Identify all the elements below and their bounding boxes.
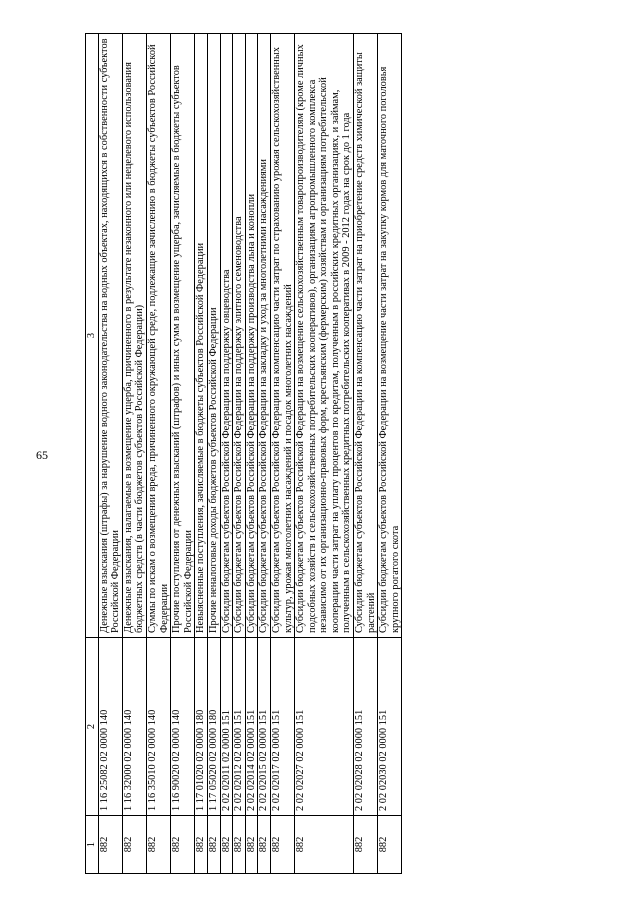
description-cell: Субсидии бюджетам субъектов Российской Федерации на компенсацию части затрат на приобретение средств химической защиты растений: [354, 34, 378, 638]
table-row: [245, 34, 258, 874]
column-header-1: 1: [86, 816, 99, 874]
budget-code-cell: 1 16 90020 02 0000 140: [171, 638, 195, 816]
description-cell: Субсидии бюджетам субъектов Российской Федерации на возмещение сельскохозяйственным товаропроизводителям (кроме личных подсобных хозяйств и сельскохозяйственных потребительских кооперативов), организациям агропромышленного комплекса независимо от их организационно-правовых форм, крестьянским (фермерским) хозяйствам и организациям потребительской кооперации части затрат на уплату процентов по кредитам, полученным в российских кредитных организациях, и займам, полученным в сельскохозяйственных кредитных потребительских кооперативах в 2009 - 2012 годах на срок до 1 года: [295, 34, 354, 638]
budget-code-cell: 2 02 02014 02 0000 151: [245, 638, 258, 816]
table-row: [220, 34, 233, 874]
admin-code-cell: 882: [171, 816, 195, 874]
budget-code-cell: 2 02 02027 02 0000 151: [295, 638, 354, 816]
table-row: [295, 34, 354, 874]
description-cell: Прочие неналоговые доходы бюджетов субъектов Российской Федерации: [207, 34, 220, 638]
description-cell: Прочие поступления от денежных взысканий (штрафов) и иных сумм в возмещение ущерба, зачисляемые в бюджеты субъектов Российской Федерации: [171, 34, 195, 638]
admin-code-cell: 882: [220, 816, 233, 874]
admin-code-cell: 882: [354, 816, 378, 874]
description-cell: Денежные взыскания, налагаемые в возмещение ущерба, причиненного в результате незаконного или нецелевого использования бюджетных средств (в части бюджетов субъектов Российской Федерации): [122, 34, 146, 638]
budget-code-cell: 2 02 02028 02 0000 151: [354, 638, 378, 816]
table-row: [258, 34, 271, 874]
table-row: [146, 34, 170, 874]
table-row: [171, 34, 195, 874]
admin-code-cell: 882: [207, 816, 220, 874]
description-cell: Денежные взыскания (штрафы) за нарушение водного законодательства на водных объектах, находящихся в собственности субъектов Российской Федерации: [98, 34, 122, 638]
admin-code-cell: 882: [233, 816, 246, 874]
budget-code-cell: 2 02 02012 02 0000 151: [233, 638, 246, 816]
admin-code-cell: 882: [122, 816, 146, 874]
table-header-row: [86, 34, 99, 874]
budget-code-cell: 2 02 02030 02 0000 151: [378, 638, 402, 816]
admin-code-cell: 882: [245, 816, 258, 874]
budget-code-cell: 1 16 25082 02 0000 140: [98, 638, 122, 816]
column-header-2: 2: [86, 638, 99, 816]
table-body: [98, 34, 402, 874]
rotated-page-content: [85, 34, 560, 874]
description-cell: Субсидии бюджетам субъектов Российской Федерации на возмещение части затрат на закупку кормов для маточного поголовья крупного рогатого скота: [378, 34, 402, 638]
admin-code-cell: 882: [195, 816, 208, 874]
admin-code-cell: 882: [98, 816, 122, 874]
admin-code-cell: 882: [295, 816, 354, 874]
admin-code-cell: 882: [258, 816, 271, 874]
column-header-3: 3: [86, 34, 99, 638]
description-cell: Субсидии бюджетам субъектов Российской Федерации на поддержку производства льна и конопли: [245, 34, 258, 638]
budget-code-cell: 2 02 02015 02 0000 151: [258, 638, 271, 816]
budget-code-cell: 2 02 02017 02 0000 151: [270, 638, 294, 816]
budget-code-cell: 1 17 01020 02 0000 180: [195, 638, 208, 816]
page-number: 65: [36, 448, 48, 462]
description-cell: Невыясненные поступления, зачисляемые в бюджеты субъектов Российской Федерации: [195, 34, 208, 638]
description-cell: Субсидии бюджетам субъектов Российской Федерации на компенсацию части затрат по страхованию урожая сельскохозяйственных культур, урожая многолетних насаждений и посадок многолетних насаждений: [270, 34, 294, 638]
table-row: [270, 34, 294, 874]
budget-code-cell: 1 16 35010 02 0000 140: [146, 638, 170, 816]
description-cell: Суммы по искам о возмещении вреда, причиненного окружающей среде, подлежащие зачислению в бюджеты субъектов Российской Федерации: [146, 34, 170, 638]
table-row: [122, 34, 146, 874]
admin-code-cell: 882: [378, 816, 402, 874]
table-row: [195, 34, 208, 874]
table-row: [354, 34, 378, 874]
description-cell: Субсидии бюджетам субъектов Российской Федерации на закладку и уход за многолетними насаждениями: [258, 34, 271, 638]
table-row: [207, 34, 220, 874]
budget-code-cell: 1 16 32000 02 0000 140: [122, 638, 146, 816]
description-cell: Субсидии бюджетам субъектов Российской Федерации на поддержку овцеводства: [220, 34, 233, 638]
table-row: [98, 34, 122, 874]
admin-code-cell: 882: [146, 816, 170, 874]
description-cell: Субсидии бюджетам субъектов Российской Федерации на поддержку элитного семеноводства: [233, 34, 246, 638]
table-row: [378, 34, 402, 874]
budget-code-cell: 1 17 05020 02 0000 180: [207, 638, 220, 816]
table-row: [233, 34, 246, 874]
codes-table: [85, 33, 402, 874]
admin-code-cell: 882: [270, 816, 294, 874]
budget-code-cell: 2 02 02011 02 0000 151: [220, 638, 233, 816]
